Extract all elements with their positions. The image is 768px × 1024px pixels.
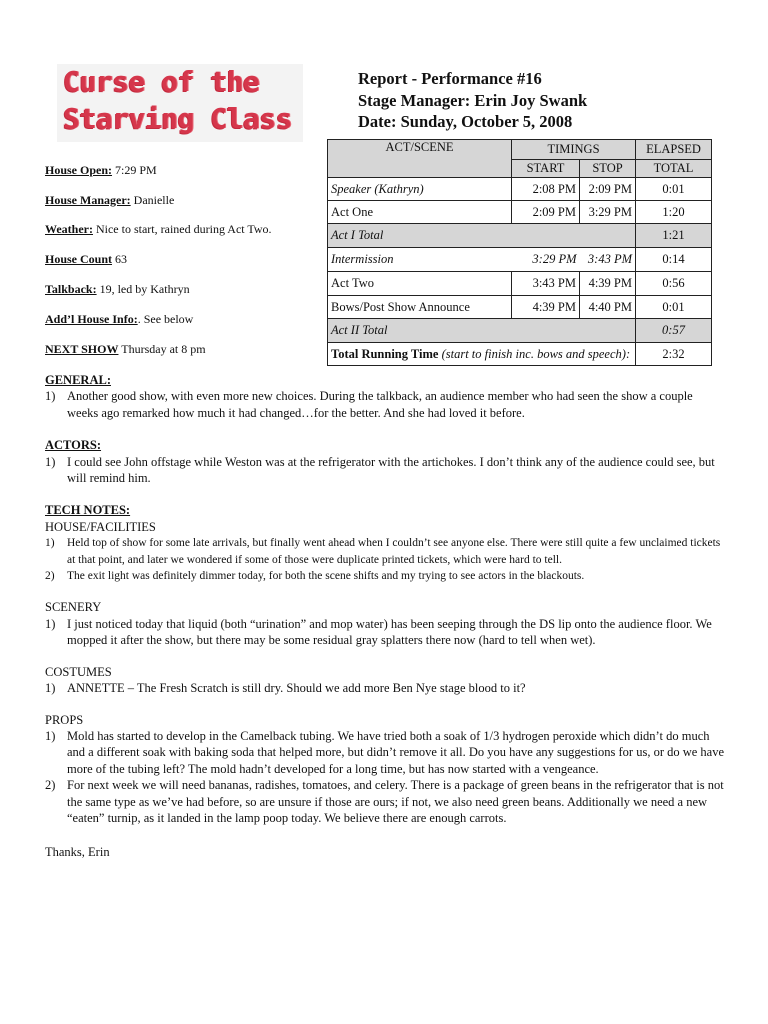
bows-stop: 4:40 PM [580,296,636,319]
intermission-name: Intermission [328,248,512,272]
report-date: Date: Sunday, October 5, 2008 [358,112,573,131]
props-item-1 [45,728,725,777]
info-weather [45,222,272,237]
act-one-name: Act One [328,201,512,224]
talkback-label: Talkback: [45,282,97,296]
item-number: 1) [45,537,55,550]
item-text: I just noticed today that liquid (both “urination” and mop water) has been seeping through the DS lip onto the audience floor. We mopped it after the show, but there may be some residual gray splatters there now (hard to tell when wet). [67,616,712,648]
col-total: TOTAL [636,160,712,178]
speaker-stop: 2:09 PM [580,178,636,201]
row-act-one [328,201,712,224]
act-one-total-value: 1:21 [636,224,712,248]
next-show-label: NEXT SHOW [45,342,119,356]
act-two-total-value: 0:57 [636,319,712,343]
item-number: 1) [45,616,56,631]
bows-name: Bows/Post Show Announce [328,296,512,319]
speaker-name: Speaker (Kathryn) [328,178,512,201]
total-running-note: (start to finish inc. bows and speech): [438,346,631,361]
timing-header-row [328,140,712,160]
next-show-value: Thursday at 8 pm [118,342,206,356]
stage-manager: Stage Manager: Erin Joy Swank [358,91,588,110]
act-two-stop: 4:39 PM [580,272,636,296]
item-text: Mold has started to develop in the Camelback tubing. We have tried both a soak of 1/3 hydrogen peroxide which didn’t do much and a different soak with baking soda that helped more, but didn’t remove it all. Do you have any suggestions for us, or do we have more of the tubing left? The mold hadn’t developed for a long time, but has now started with a vengeance. [67,728,725,776]
row-total-running [328,343,712,366]
costumes-item-1 [45,680,725,696]
info-addl-house [45,312,193,327]
bows-total: 0:01 [636,296,712,319]
act-two-start: 3:43 PM [512,272,580,296]
total-running-value: 2:32 [636,343,712,366]
row-act-two [328,272,712,296]
talkback-value: 19, led by Kathryn [96,282,190,296]
addl-info-value: . See below [137,312,194,326]
total-running-name: Total Running Time [331,346,439,361]
house-open-label: House Open: [45,163,113,177]
house-open-value: 7:29 PM [112,163,157,177]
row-act-two-total [328,319,712,343]
speaker-start: 2:08 PM [512,178,580,201]
house-manager-value: Danielle [130,193,175,207]
item-number: 1) [45,389,56,404]
bows-start: 4:39 PM [512,296,580,319]
row-speaker [328,178,712,201]
scenery-item-1 [45,616,725,649]
col-act-scene: ACT/SCENE [328,140,512,178]
item-text: The exit light was definitely dimmer today, for both the scene shifts and my trying to see actors in the blackouts. [67,570,585,583]
item-text: ANNETTE – The Fresh Scratch is still dry. Should we add more Ben Nye stage blood to it? [67,681,526,696]
item-text: For next week we will need bananas, radishes, tomatoes, and celery. There is a package of green beans in the refrigerator that is not the same type as we’ve had before, so are unsure if those are ours; if not, we also need green beans. Additionally we need a new “eaten” turnip, as it landed in the lamp poop today. We believe there are enough carrots. [67,778,724,825]
timing-table [327,139,712,366]
house-count-value: 63 [112,252,128,266]
item-number: 2) [45,778,56,793]
act-two-total-label: Act II Total [328,319,636,343]
info-house-open [45,163,157,178]
tech-notes-heading: TECH NOTES: [45,503,131,518]
act-one-total: 1:20 [636,201,712,224]
item-text: Held top of show for some late arrivals, but finally went ahead when I couldn’t see anyone else. There were still quite a few unclaimed tickets at that point, and later we wondered if some of those were duplicate printed tickets, which were hard to tell. [67,537,721,566]
house-item-1 [45,535,725,568]
act-two-name: Act Two [328,272,512,296]
col-elapsed: ELAPSED [636,140,712,160]
general-item-1 [45,388,725,421]
item-text: Another good show, with even more new choices. During the talkback, an audience member who had seen the show a couple weeks ago remarked how much it had changed…for the better. And she had loved it before. [67,389,693,420]
col-start: START [512,160,580,178]
house-count-label: House Count [45,252,113,266]
col-stop: STOP [580,160,636,178]
logo-line-2: Starving Class [63,102,293,135]
row-intermission [328,248,712,272]
intermission-total: 0:14 [636,248,712,272]
item-text: I could see John offstage while Weston was at the refrigerator with the artichokes. I don’t think any of the audience could see, but will remind him. [67,454,715,486]
actors-item-1 [45,454,725,487]
info-next-show [45,342,206,357]
general-heading: GENERAL: [45,373,111,387]
house-facilities-heading: HOUSE/FACILITIES [45,519,156,534]
logo-line-1: Curse of the [63,65,260,98]
act-two-total: 0:56 [636,272,712,296]
total-running-label [328,343,636,366]
info-house-manager [45,193,174,208]
act-one-total-label: Act I Total [328,224,636,248]
info-house-count [45,252,127,267]
item-number: 1) [45,728,56,743]
costumes-heading: COSTUMES [45,664,112,679]
row-act-one-total [328,224,712,248]
house-manager-label: House Manager: [45,193,131,207]
weather-label: Weather: [45,222,93,236]
item-number: 2) [45,570,55,583]
props-heading: PROPS [45,712,84,727]
intermission-start: 3:29 PM [512,248,580,272]
intermission-stop: 3:43 PM [580,248,636,272]
info-talkback [45,282,190,297]
addl-info-label: Add’l House Info: [45,312,138,326]
speaker-total: 0:01 [636,178,712,201]
act-one-stop: 3:29 PM [580,201,636,224]
item-number: 1) [45,454,56,469]
col-timings: TIMINGS [512,140,636,160]
report-title: Report - Performance #16 [358,69,542,88]
report-body [45,372,725,861]
weather-value: Nice to start, rained during Act Two. [92,222,272,236]
signature: Thanks, Erin [45,845,110,860]
show-logo [57,64,303,142]
props-item-2 [45,777,725,826]
scenery-heading: SCENERY [45,600,102,615]
actors-heading: ACTORS: [45,438,102,453]
row-bows [328,296,712,319]
house-item-2 [45,568,725,584]
item-number: 1) [45,681,56,696]
act-one-start: 2:09 PM [512,201,580,224]
